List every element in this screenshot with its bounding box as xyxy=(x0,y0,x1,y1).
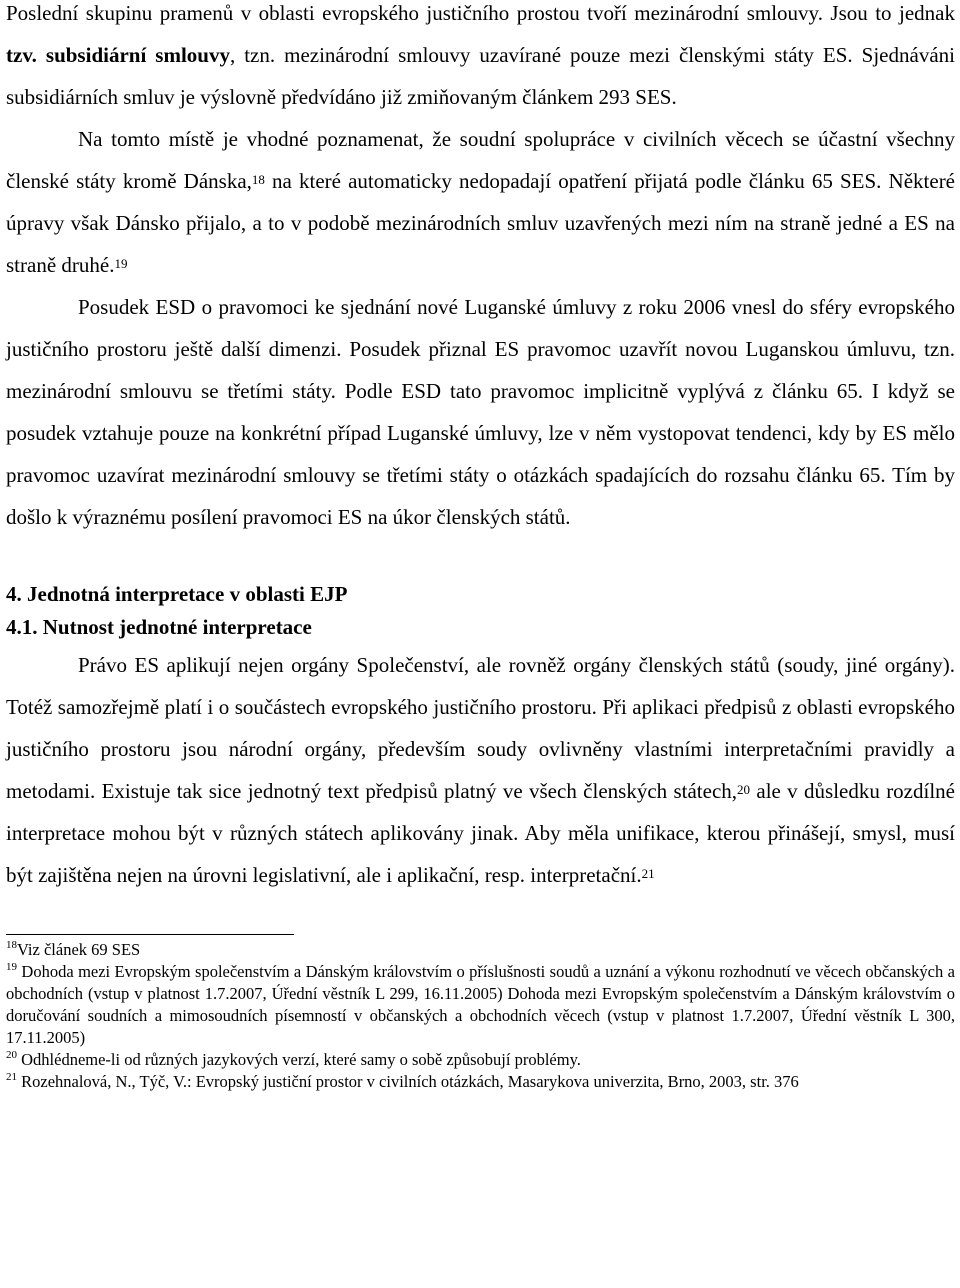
document-page xyxy=(6,0,955,1093)
paragraph-text: , tzn. mezinárodní smlouvy uzavírané pouze mezi členskými státy ES. Sjednáváni subsidiárních smluv je výslovně předvídáno již zmiňovaným článkem 293 SES. xyxy=(6,43,955,109)
footnote-number: 18 xyxy=(6,939,17,951)
footnote-ref-19[interactable]: 19 xyxy=(114,256,128,271)
footnote-21 xyxy=(6,1071,955,1093)
footnote-number: 21 xyxy=(6,1071,17,1083)
footnote-number: 20 xyxy=(6,1049,17,1061)
paragraph-text: ale v důsledku rozdílné interpretace mohou být v různých státech aplikovány jinak. Aby měla unifikace, kterou přinášejí, smysl, musí být zajištěna nejen na úrovni legislativní, ale i aplikační, resp. interpretační. xyxy=(6,779,955,887)
footnote-18 xyxy=(6,939,955,961)
paragraph-interpretation xyxy=(6,644,955,896)
footnote-20 xyxy=(6,1049,955,1071)
footnote-text: Dohoda mezi Evropským společenstvím a Dánským královstvím o příslušnosti soudů a uznání a výkonu rozhodnutí ve věcech občanských a obchodních (vstup v platnost 1.7.2007, Úřední věstník L 299, 16.11.2005) Dohoda mezi Evropským společenstvím a Dánským královstvím o doručování soudních a mimosoudních písemností v občanských a obchodních věcech (vstup v platnost 1.7.2007, Úřední věstník L 300, 17.11.2005) xyxy=(6,962,955,1047)
footnote-ref-18[interactable]: 18 xyxy=(251,172,265,187)
bold-term: tzv. subsidiární smlouvy xyxy=(6,43,230,67)
paragraph-text: na které automaticky nedopadají opatření přijatá podle článku 65 SES. Některé úpravy však Dánsko přijalo, a to v podobě mezinárodních smluv uzavřených mezi ním na straně jedné a ES na straně druhé. xyxy=(6,169,956,277)
footnote-text: Viz článek 69 SES xyxy=(17,940,141,959)
paragraph-treaties xyxy=(6,0,955,118)
section-heading: 4. Jednotná interpretace v oblasti EJP xyxy=(6,582,348,606)
footnote-ref-20[interactable]: 20 xyxy=(737,782,751,797)
footnotes xyxy=(6,939,955,1093)
subsection-heading: 4.1. Nutnost jednotné interpretace xyxy=(6,615,312,639)
paragraph-lugano: Posudek ESD o pravomoci ke sjednání nové Luganské úmluvy z roku 2006 vnesl do sféry evropského justičního prostoru ještě další dimenzi. Posudek přiznal ES pravomoc uzavřít novou Luganskou úmluvu, tzn. mezinárodní smlouvu se třetími státy. Podle ESD tato pravomoc implicitně vyplývá z článku 65. I když se posudek vztahuje pouze na konkrétní případ Luganské úmluvy, lze v něm vystopovat tendenci, kdy by ES mělo pravomoc uzavírat mezinárodní smlouvy se třetími státy o otázkách spadajících do rozsahu článku 65. Tím by došlo k výraznému posílení pravomoci ES na úkor členských států. xyxy=(6,295,955,529)
footnote-19 xyxy=(6,961,955,1049)
footnote-text: Odhlédneme-li od různých jazykových verzí, které samy o sobě způsobují problémy. xyxy=(17,1050,581,1069)
footnote-number: 19 xyxy=(6,961,17,973)
paragraph-denmark xyxy=(6,118,955,286)
section-spacer xyxy=(6,538,955,578)
footnote-separator xyxy=(6,934,294,935)
paragraph-text: Na tomto místě je vhodné poznamenat, že soudní spolupráce v civilních věcech se účastní všechny členské státy kromě Dánska, xyxy=(6,127,955,193)
footnote-text: Rozehnalová, N., Týč, V.: Evropský justiční prostor v civilních otázkách, Masarykova univerzita, Brno, 2003, str. 376 xyxy=(17,1072,799,1091)
paragraph-text: Poslední skupinu pramenů v oblasti evropského justičního prostou tvoří mezinárodní smlouvy. Jsou to jednak xyxy=(6,1,955,25)
footnote-ref-21[interactable]: 21 xyxy=(641,866,655,881)
paragraph-text: Právo ES aplikují nejen orgány Společenství, ale rovněž orgány členských států (soudy, jiné orgány). Totéž samozřejmě platí i o součástech evropského justičního prostoru. Při aplikaci předpisů z oblasti evropského justičního prostoru jsou národní orgány, především soudy ovlivněny vlastními interpretačními pravidly a metodami. Existuje tak sice jednotný text předpisů platný ve všech členských státech, xyxy=(6,653,955,803)
